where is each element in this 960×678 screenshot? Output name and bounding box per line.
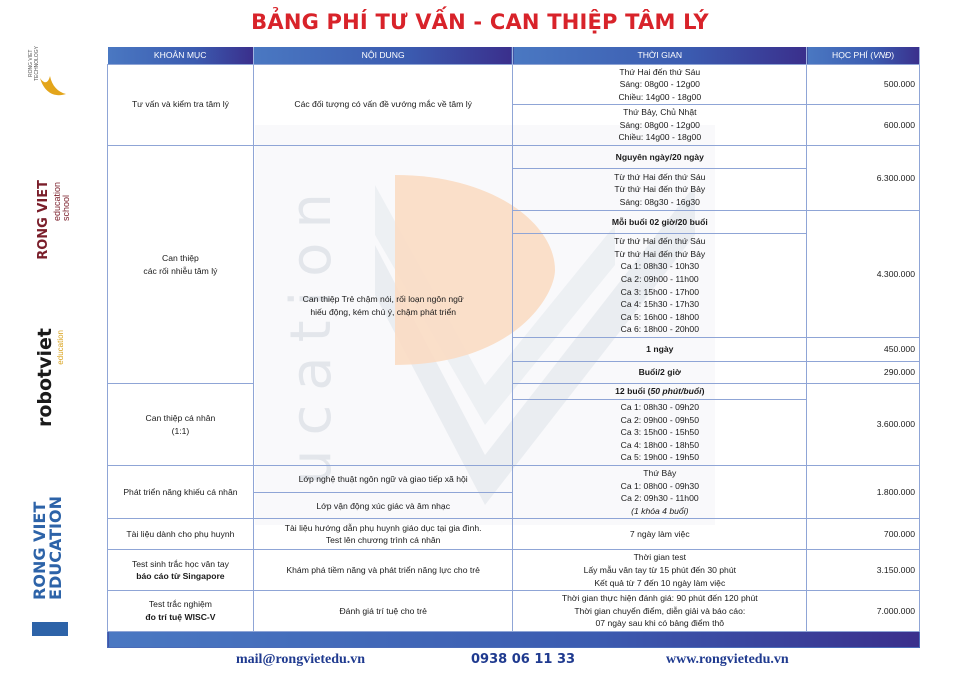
- header-noi-dung: NỘI DUNG: [253, 47, 513, 64]
- logo1-line1: RONG VIET: [28, 49, 34, 78]
- item-cell: Phát triển năng khiếu cá nhân: [108, 466, 254, 519]
- package-title-cell: 12 buổi (50 phút/buổi): [513, 384, 807, 400]
- item-cell: Can thiệp các rối nhiễu tâm lý: [108, 146, 254, 384]
- header-thoi-gian: THỜI GIAN: [513, 47, 807, 64]
- fee-cell: 700.000: [807, 519, 920, 550]
- logo4-mark-icon: [32, 622, 68, 636]
- fee-cell: 600.000: [807, 105, 920, 146]
- dragon-mark-icon: [38, 74, 68, 100]
- fee-cell: 500.000: [807, 64, 920, 105]
- contact-footer: [0, 652, 960, 670]
- rong-viet-education-school-logo: [0, 180, 100, 290]
- fee-cell: 1.800.000: [807, 466, 920, 519]
- table-footer-bar: [108, 631, 920, 647]
- package-title-cell: 1 ngày: [513, 338, 807, 362]
- fee-cell: 450.000: [807, 338, 920, 362]
- item-cell: Can thiệp cá nhân (1:1): [108, 384, 254, 466]
- rong-viet-technology-logo: [0, 40, 100, 120]
- table-row: [108, 591, 920, 632]
- fee-cell: 3.600.000: [807, 384, 920, 466]
- time-cell: Thứ Hai đến thứ Sáu Sáng: 08g00 - 12g00 Chiều: 14g00 - 18g00: [513, 64, 807, 105]
- phone-number[interactable]: 0938 06 11 33: [471, 652, 576, 667]
- email-link[interactable]: mail@rongvietedu.vn: [236, 652, 366, 667]
- content-cell: Lớp vận động xúc giác và âm nhạc: [253, 493, 513, 519]
- fee-cell: 6.300.000: [807, 146, 920, 211]
- header-hoc-phi: HỌC PHÍ (VNĐ): [807, 47, 920, 64]
- robotviet-education-logo: [0, 328, 100, 438]
- table-row: [108, 519, 920, 550]
- table-row: [108, 384, 920, 400]
- item-cell: Tư vấn và kiểm tra tâm lý: [108, 64, 254, 146]
- item-cell: Test trắc nghiệm đo trí tuệ WISC-V: [108, 591, 254, 632]
- time-cell: Thứ Bảy Ca 1: 08h00 - 09h30 Ca 2: 09h30 - 11h00 (1 khóa 4 buổi): [513, 466, 807, 519]
- sidebar-logos: [0, 40, 100, 640]
- time-cell: Thời gian thực hiện đánh giá: 90 phút đến 120 phút Thời gian chuyển điểm, diễn giải và báo cáo: 07 ngày sau khi có bảng điểm thô: [513, 591, 807, 632]
- fee-cell: 7.000.000: [807, 591, 920, 632]
- time-cell: Thứ Bảy, Chủ Nhật Sáng: 08g00 - 12g00 Chiều: 14g00 - 18g00: [513, 105, 807, 146]
- content-cell: Đánh giá trí tuệ cho trẻ: [253, 591, 513, 632]
- content-cell: Lớp nghệ thuật ngôn ngữ và giao tiếp xã hội: [253, 466, 513, 493]
- table-row: [108, 146, 920, 169]
- watermark-text: ucation: [279, 179, 344, 485]
- fee-cell: 3.150.000: [807, 550, 920, 591]
- rong-viet-education-logo: [0, 496, 100, 646]
- content-cell: Tài liệu hướng dẫn phụ huynh giáo dục tại gia đình. Test lên chương trình cá nhân: [253, 519, 513, 550]
- time-cell: Từ thứ Hai đến thứ Sáu Từ thứ Hai đến thứ Bảy Sáng: 08g30 - 16g30: [513, 169, 807, 211]
- time-cell: 7 ngày làm việc: [513, 519, 807, 550]
- logo2-line1: RONG VIET: [36, 180, 51, 260]
- logo3-line1: robotviet: [34, 328, 56, 428]
- package-title-cell: Buổi/2 giờ: [513, 362, 807, 384]
- table-row: [108, 466, 920, 493]
- content-cell: Các đối tượng có vấn đề vướng mắc về tâm lý: [253, 64, 513, 146]
- logo4-line2: EDUCATION: [46, 496, 65, 600]
- logo2-line3: school: [61, 195, 71, 222]
- website-link[interactable]: www.rongvietedu.vn: [666, 652, 789, 667]
- content-cell: Can thiệp Trẻ chậm nói, rối loạn ngôn ngữ hiếu động, kém chú ý, chậm phát triển: [253, 146, 513, 466]
- page-title: BẢNG PHÍ TƯ VẤN - CAN THIỆP TÂM LÝ: [251, 10, 709, 34]
- header-khoan-muc: KHOẢN MỤC: [108, 47, 254, 64]
- fee-cell: 290.000: [807, 362, 920, 384]
- logo4-line1: RONG VIET: [30, 501, 49, 600]
- logo1-line2: TECHNOLOGY: [34, 46, 40, 82]
- fee-cell: 4.300.000: [807, 211, 920, 338]
- logo2-line2: education: [52, 182, 62, 222]
- package-title-cell: Nguyên ngày/20 ngày: [513, 146, 807, 169]
- fee-table: [107, 47, 920, 648]
- table-header-row: [108, 47, 920, 64]
- table-row: [108, 64, 920, 105]
- package-title-cell: Mỗi buổi 02 giờ/20 buổi: [513, 211, 807, 234]
- item-cell: Test sinh trắc học vân tay báo cáo từ Singapore: [108, 550, 254, 591]
- time-cell: Từ thứ Hai đến thứ Sáu Từ thứ Hai đến thứ Bảy Ca 1: 08h30 - 10h30 Ca 2: 09h00 - 11h00 Ca 3: 15h00 - 17h00 Ca 4: 15h30 - 17h30 Ca 5: 16h00 - 18h00 Ca 6: 18h00 - 20h00: [513, 234, 807, 338]
- table-row: [108, 550, 920, 591]
- item-cell: Tài liệu dành cho phụ huynh: [108, 519, 254, 550]
- logo3-line2: education: [56, 330, 65, 365]
- time-cell: Thời gian test Lấy mẫu vân tay từ 15 phút đến 30 phút Kết quả từ 7 đến 10 ngày làm việc: [513, 550, 807, 591]
- time-cell: Ca 1: 08h30 - 09h20 Ca 2: 09h00 - 09h50 Ca 3: 15h00 - 15h50 Ca 4: 18h00 - 18h50 Ca 5: 19h00 - 19h50: [513, 400, 807, 466]
- content-cell: Khám phá tiềm năng và phát triển năng lực cho trẻ: [253, 550, 513, 591]
